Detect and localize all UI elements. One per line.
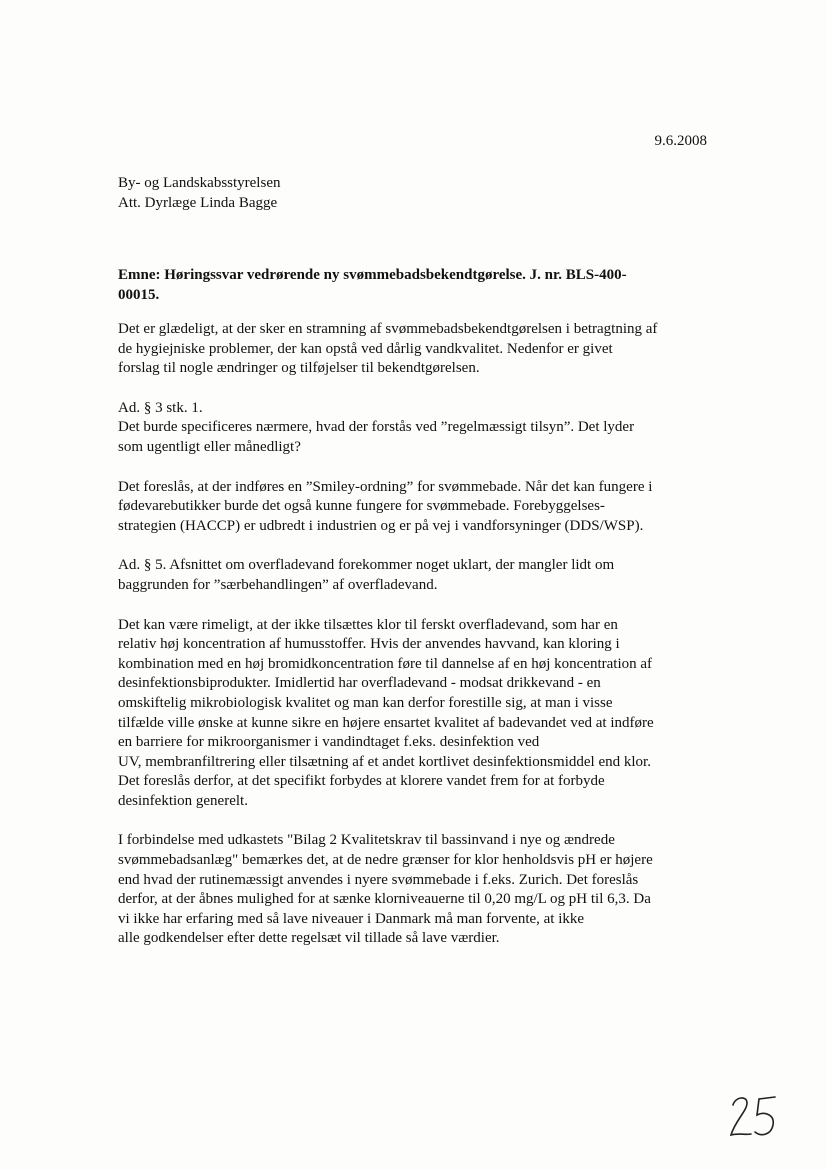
paragraph-intro: Det er glædeligt, at der sker en stramning af svømmebadsbekendtgørelsen i betragtning af de hygiejniske problemer, der kan opstå ved dårlig vandkvalitet. Nedenfor er givet forslag til nogle ændringer og tilføjelser til bekendtgørelsen. bbox=[118, 321, 658, 377]
handwritten-page-number bbox=[725, 1085, 785, 1145]
paragraph-smiley: Det foreslås, at der indføres en ”Smiley-ordning” for svømmebade. Når det kan fungere i fødevarebutikker burde det også kunne fungere for svømmebade. Forebyggelses- strategien (HACCP) er udbredt i industrien og er på vej i vandforsyninger (DDS/WSP). bbox=[118, 478, 653, 534]
paragraph-section-3: Ad. § 3 stk. 1. Det burde specificeres nærmere, hvad der forstås ved ”regelmæssigt tilsyn”. Det lyder som ugentligt eller månedligt? bbox=[118, 399, 635, 455]
paragraph-section-5: Ad. § 5. Afsnittet om overfladevand forekommer noget uklart, der mangler lidt om baggrunden for ”særbehandlingen” af overfladevand. bbox=[118, 557, 615, 593]
recipient-attention: Att. Dyrlæge Linda Bagge bbox=[118, 195, 278, 211]
letter-body bbox=[118, 320, 718, 969]
paragraph-surface-water: Det kan være rimeligt, at der ikke tilsættes klor til ferskt overfladevand, som har en relativ høj koncentration af humusstoffer. Hvis der anvendes havvand, kan kloring i kombination med en høj bromidkoncentration føre til dannelse af en høj koncentration af desinfektionsbiprodukter. Imidlertid har overfladevand - modsat drikkevand - en omskiftelig mikrobiologisk kvalitet og man kan derfor forestille sig, at man i visse tilfælde ville ønske at kunne sikre en højere ensartet kvalitet af badevandet ved at indføre en barriere for mikroorganismer i vandindtaget f.eks. desinfektion ved UV, membranfiltrering eller tilsætning af et andet kortlivet desinfektionsmiddel end klor. Det foreslås derfor, at det specifikt forbydes at klorere vandet frem for at forbyde desinfektion generelt. bbox=[118, 616, 654, 809]
subject-line bbox=[118, 265, 693, 305]
subject-text: Emne: Høringssvar vedrørende ny svømmebadsbekendtgørelse. J. nr. BLS-400- 00015. bbox=[118, 267, 627, 303]
recipient-organization: By- og Landskabsstyrelsen bbox=[118, 175, 281, 191]
recipient-block bbox=[118, 173, 280, 213]
letter-date: 9.6.2008 bbox=[654, 133, 707, 149]
paragraph-annex-2: I forbindelse med udkastets "Bilag 2 Kvalitetskrav til bassinvand i nye og ændrede svømmebadsanlæg" bemærkes det, at de nedre grænser for klor henholdsvis pH er højere end hvad der rutinemæssigt anvendes i nyere svømmebade i f.eks. Zurich. Det foreslås derfor, at der åbnes mulighed for at sænke klorniveauerne til 0,20 mg/L og pH til 6,3. Da vi ikke har erfaring med så lave niveauer i Danmark må man forvente, at ikke alle godkendelser efter dette regelsæt vil tillade så lave værdier. bbox=[118, 832, 653, 947]
